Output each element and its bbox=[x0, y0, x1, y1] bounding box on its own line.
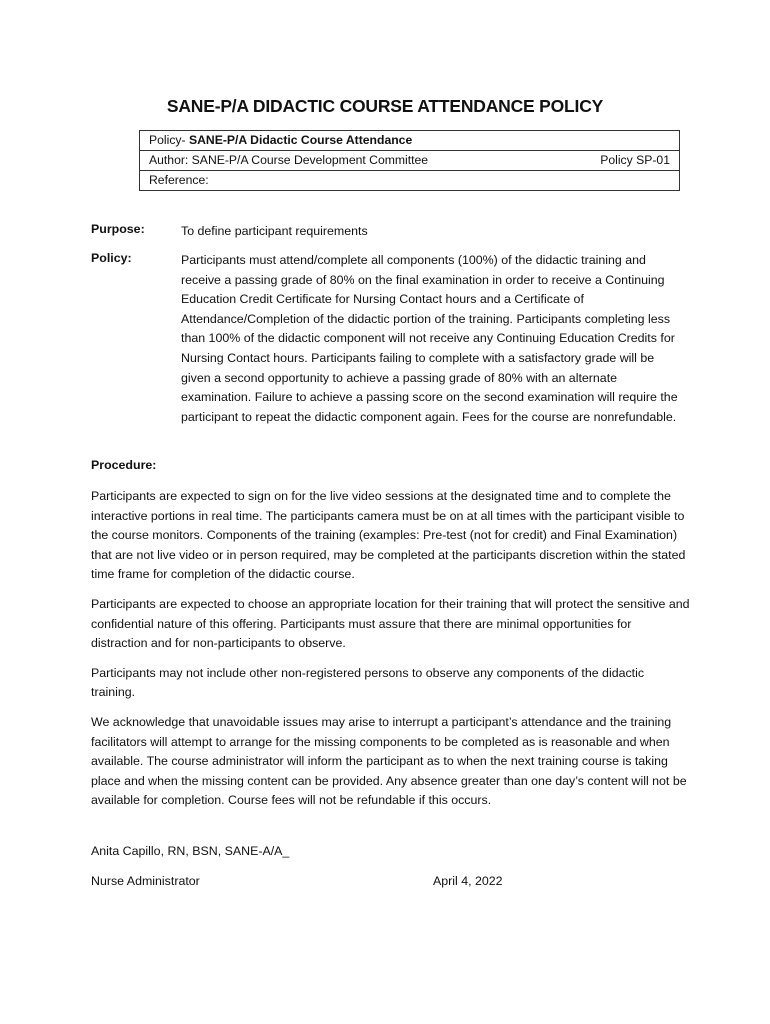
signatory-role: Nurse Administrator bbox=[91, 874, 200, 888]
procedure-paragraph: Participants are expected to sign on for the live video sessions at the designated time and to complete the interactive portions in real time. The participants camera must be on at all times with the participant visible to the course monitors. Components of the training (examples: Pre-test (not for credit) and Final Examination) that are not live video or in person required, may be completed at the participants discretion within the stated time frame for completion of the didactic course. bbox=[91, 489, 686, 582]
procedure-label: Procedure: bbox=[91, 458, 157, 472]
document-title: SANE-P/A DIDACTIC COURSE ATTENDANCE POLICY bbox=[166, 96, 604, 116]
policy-meta-table bbox=[139, 130, 680, 191]
signature-date: April 4, 2022 bbox=[433, 874, 503, 888]
procedure-paragraph: Participants are expected to choose an appropriate location for their training that will protect the sensitive and confidential nature of this offering. Participants must assure that there are minimal opportunities for distraction and for non-participants to observe. bbox=[91, 596, 690, 651]
procedure-paragraph: We acknowledge that unavoidable issues may arise to interrupt a participant’s attendance and the training facilitators will attempt to arrange for the missing components to be completed as is reasonable and when available. The course administrator will inform the participant as to when the next training course is taking place and when the missing content can be provided. Any absence greater than one day’s content will not be available for completion. Course fees will not be refundable if this occurs. bbox=[91, 714, 687, 808]
reference-row bbox=[140, 171, 679, 190]
procedure-body bbox=[91, 487, 691, 821]
reference: Reference: bbox=[149, 173, 209, 187]
author: Author: SANE-P/A Course Development Committee bbox=[149, 153, 429, 167]
policy-prefix: Policy- bbox=[149, 133, 189, 147]
purpose-label: Purpose: bbox=[91, 222, 145, 236]
policy-label: Policy: bbox=[91, 251, 132, 265]
policy-name: SANE-P/A Didactic Course Attendance bbox=[188, 133, 413, 147]
policy-text: Participants must attend/complete all components (100%) of the didactic training and receive a passing grade of 80% on the final examination in order to receive a Continuing Education Credit Certificate for Nursing Contact hours and a Certificate of Attendance/Completion of the didactic portion of the training. Participants completing less than 100% of the didactic component will not receive any Continuing Education Credits for Nursing Contact hours. Participants failing to complete with a satisfactory grade will be given a second opportunity to achieve a passing grade of 80% with an alternate examination. Failure to achieve a passing score on the second examination will require the participant to repeat the didactic component again. Fees for the course are nonrefundable. bbox=[181, 253, 678, 424]
procedure-paragraph: Participants may not include other non-registered persons to observe any components of the didactic training. bbox=[91, 665, 645, 700]
policy-number: Policy SP-01 bbox=[600, 153, 670, 167]
policy-name-row bbox=[140, 131, 679, 151]
purpose-text: To define participant requirements bbox=[181, 224, 368, 238]
signatory-name: Anita Capillo, RN, BSN, SANE-A/A_ bbox=[91, 844, 290, 858]
author-row bbox=[140, 151, 679, 171]
